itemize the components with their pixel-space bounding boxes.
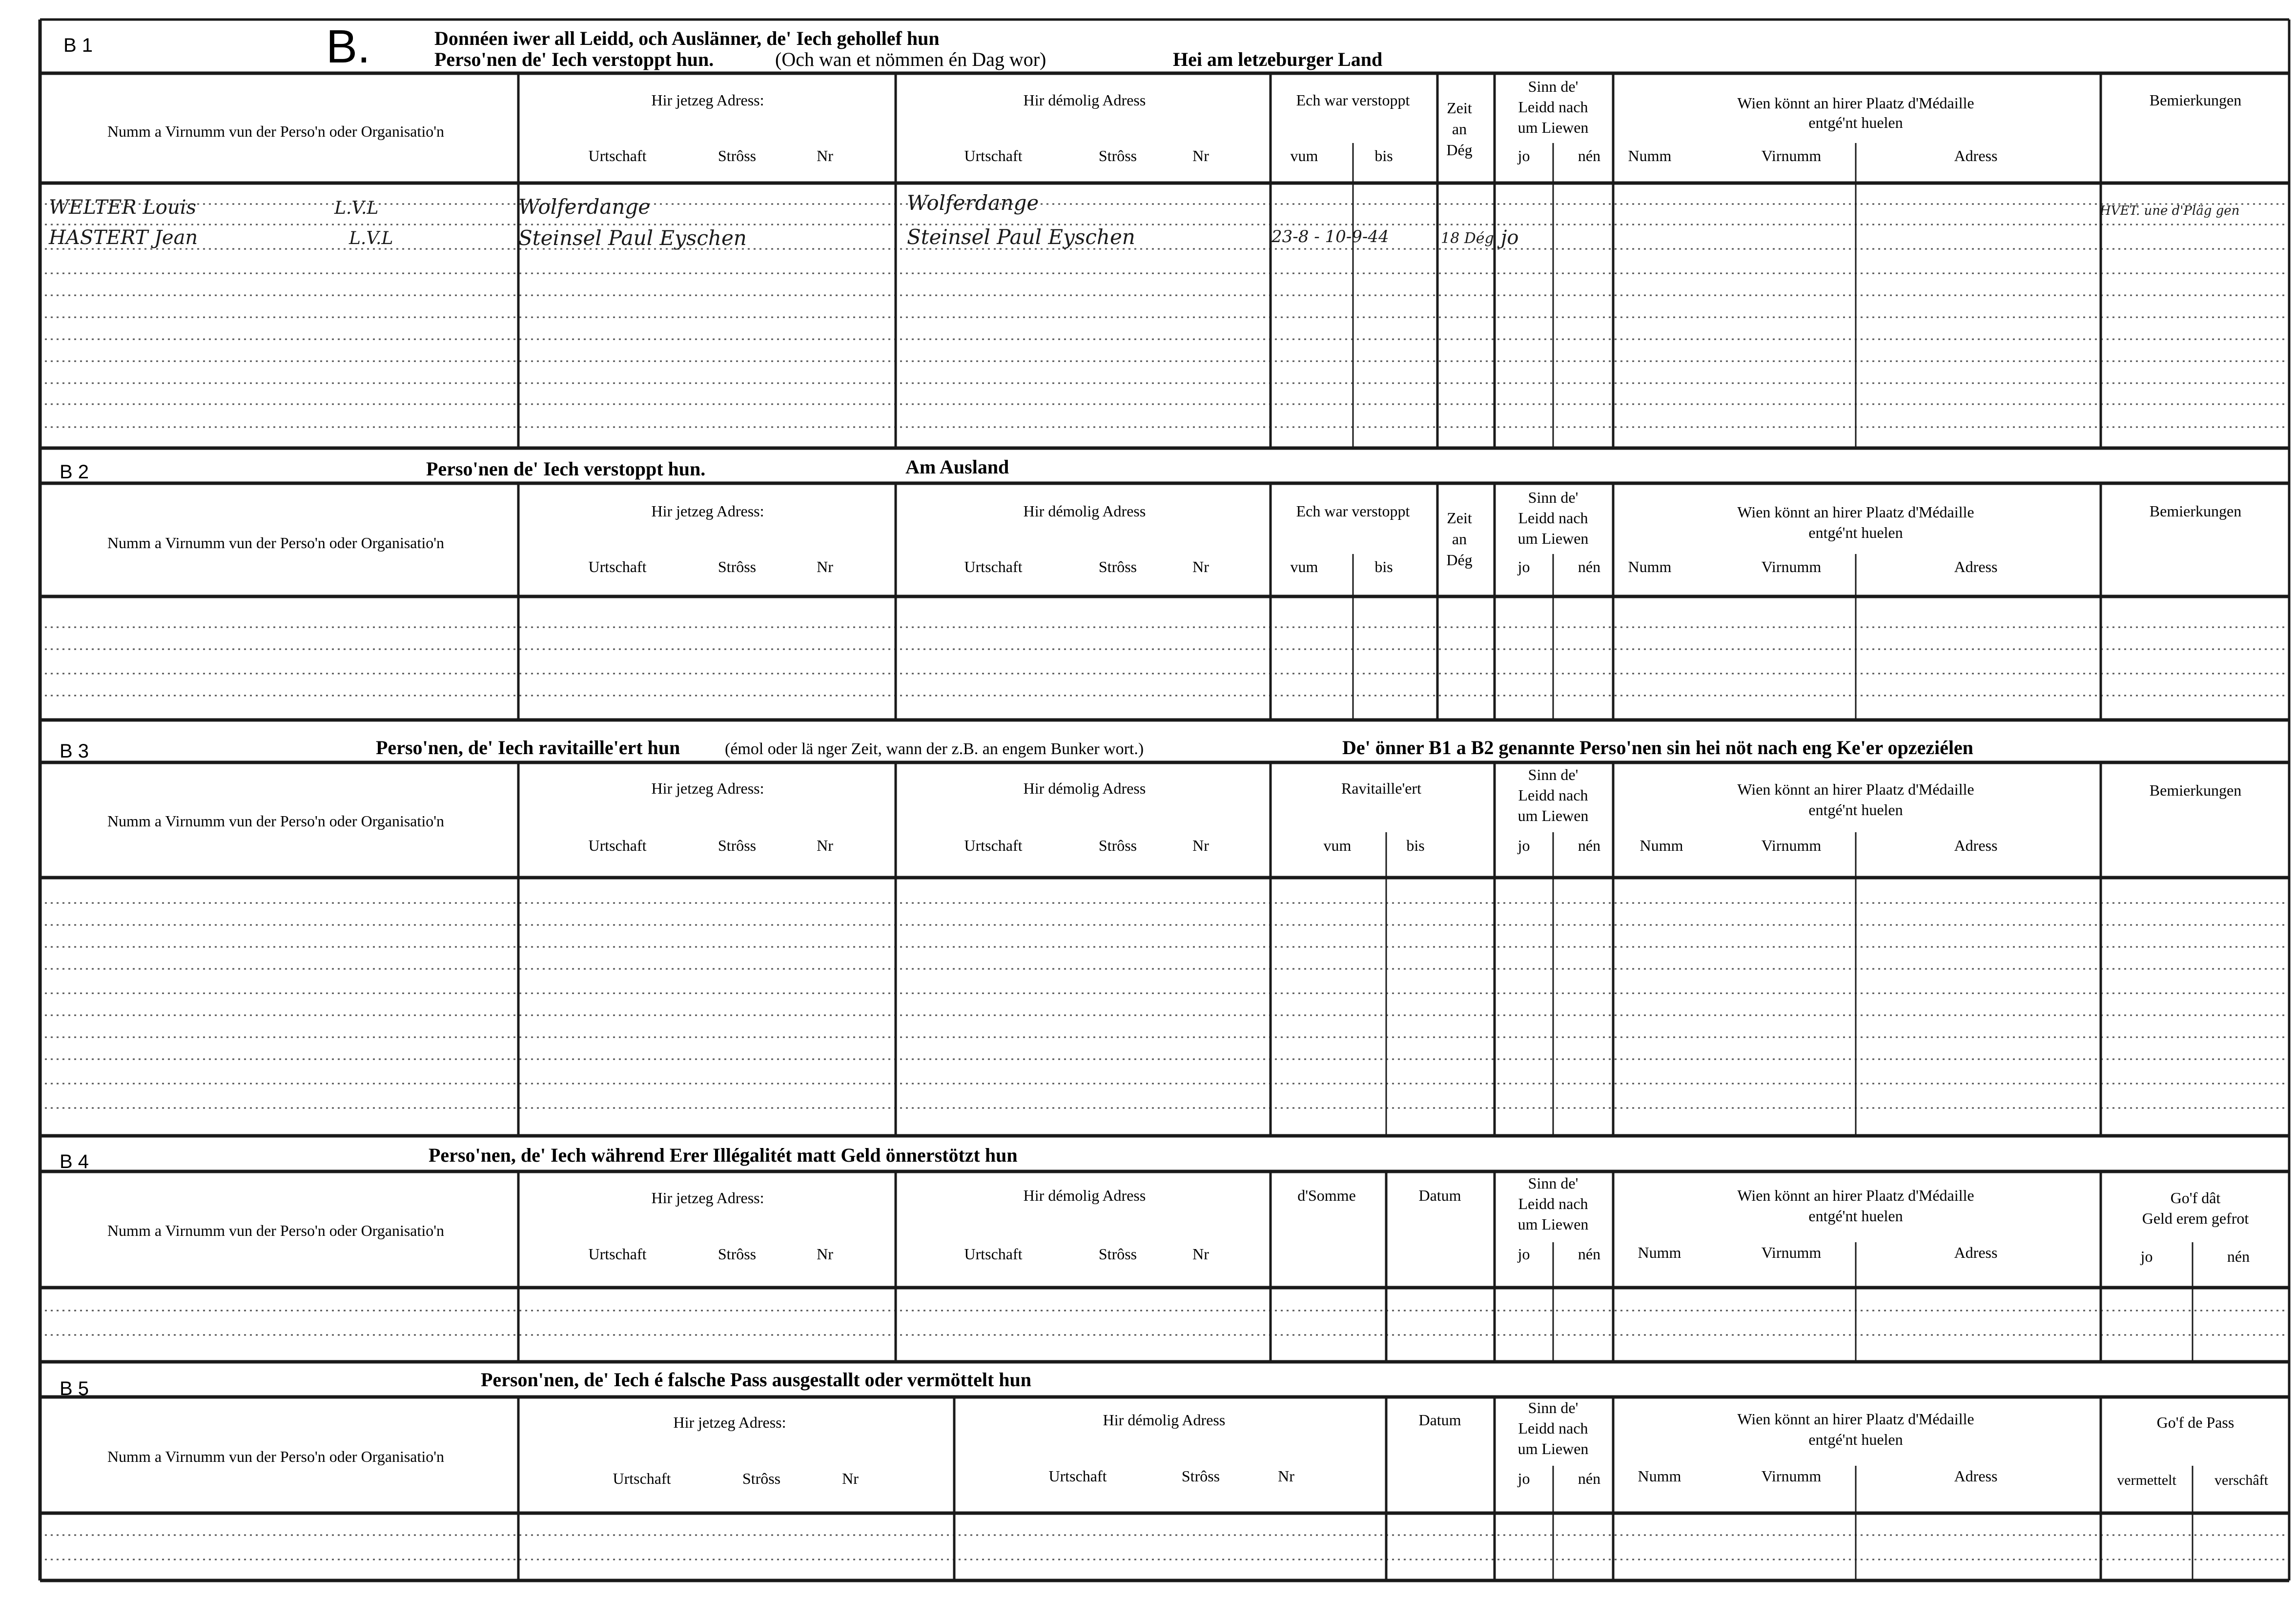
b1-current-address-header: Hir jetzeg Adress: <box>651 91 764 109</box>
b3-to-header: bis <box>1406 837 1425 854</box>
b4-medal-name-header: Numm <box>1638 1244 1681 1261</box>
b3-label: B 3 <box>60 740 89 762</box>
b4-medal-firstname-header: Virnumm <box>1761 1244 1822 1261</box>
b4-alive-header-3: um Liewen <box>1517 1215 1589 1233</box>
b1-former-address-header: Hir démolig Adress <box>1023 91 1146 109</box>
b3-former-town-header: Urtschaft <box>964 837 1023 854</box>
b5-yes-header: jo <box>1517 1470 1530 1487</box>
b1-alive-header-1: Sinn de' <box>1528 78 1578 95</box>
b5-current-street-header: Strôss <box>742 1470 781 1487</box>
b1-days-header-2: an <box>1452 120 1467 138</box>
entry-2-days: 18 Dég <box>1441 230 1494 247</box>
b2-to-header: bis <box>1374 558 1393 575</box>
b4-date-header: Datum <box>1418 1187 1461 1204</box>
b5-label: B 5 <box>60 1378 89 1399</box>
b1-days-header-3: Dég <box>1446 141 1473 159</box>
b3-alive-header-2: Leidd nach <box>1518 786 1588 804</box>
b4-yes-header: jo <box>1517 1245 1530 1263</box>
b4-amount-header: d'Somme <box>1297 1187 1356 1204</box>
b2-medal-address-header: Adress <box>1954 558 1998 575</box>
b2-current-town-header: Urtschaft <box>588 558 647 575</box>
b5-alive-header-2: Leidd nach <box>1518 1419 1588 1437</box>
b4-alive-header-1: Sinn de' <box>1528 1174 1578 1192</box>
b2-medal-header-2: entgé'nt huelen <box>1808 524 1903 541</box>
b3-current-nr-header: Nr <box>817 837 833 854</box>
entry-1-name: WELTER Louis <box>49 196 197 219</box>
b4-medal-header-2: entgé'nt huelen <box>1808 1207 1903 1225</box>
b2-remarks-header: Bemierkungen <box>2149 502 2242 520</box>
b1-current-nr-header: Nr <box>817 147 833 164</box>
b1-current-town-header: Urtschaft <box>588 147 647 164</box>
b2-current-street-header: Strôss <box>718 558 757 575</box>
b5-medal-address-header: Adress <box>1954 1467 1998 1485</box>
b1-yes-header: jo <box>1517 147 1530 164</box>
b2-alive-header-2: Leidd nach <box>1518 509 1588 527</box>
b1-days-header-1: Zeit <box>1447 99 1472 117</box>
b5-title: Person'nen, de' Iech é falsche Pass ausgestallt oder vermöttelt hun <box>481 1369 1032 1391</box>
b5-former-street-header: Strôss <box>1181 1467 1220 1485</box>
b5-current-nr-header: Nr <box>842 1470 859 1487</box>
b3-former-street-header: Strôss <box>1098 837 1137 854</box>
b1-remarks-header: Bemierkungen <box>2149 91 2242 109</box>
b1-medal-header-1: Wien könnt an hirer Plaatz d'Médaille <box>1737 94 1974 112</box>
b1-title-line2: Perso'nen de' Iech verstoppt hun. <box>434 48 714 70</box>
page-letter: B. <box>326 21 370 73</box>
b5-current-address-header: Hir jetzeg Adress: <box>673 1414 786 1431</box>
b3-current-address-header: Hir jetzeg Adress: <box>651 779 764 797</box>
b4-returned-no-header: nén <box>2227 1248 2250 1265</box>
b3-title: Perso'nen, de' Iech ravitaille'ert hun <box>376 737 680 759</box>
entry-2-org: L.V.L <box>349 228 393 248</box>
b4-current-nr-header: Nr <box>817 1245 833 1263</box>
entry-2-current: Steinsel Paul Eyschen <box>518 226 747 250</box>
b3-from-header: vum <box>1323 837 1352 854</box>
b5-pass-header: Go'f de Pass <box>2156 1414 2234 1431</box>
b1-hidden-header: Ech war verstoppt <box>1296 91 1410 109</box>
b1-medal-header-2: entgé'nt huelen <box>1808 114 1903 131</box>
b2-title-abroad: Am Ausland <box>905 456 1009 478</box>
b3-medal-firstname-header: Virnumm <box>1761 837 1822 854</box>
b3-former-nr-header: Nr <box>1192 837 1209 854</box>
b5-former-town-header: Urtschaft <box>1048 1467 1107 1485</box>
b2-medal-header-1: Wien könnt an hirer Plaatz d'Médaille <box>1737 503 1974 521</box>
b1-medal-address-header: Adress <box>1954 147 1998 164</box>
b5-former-nr-header: Nr <box>1278 1467 1294 1485</box>
b4-no-header: nén <box>1578 1245 1601 1263</box>
b5-alive-header-1: Sinn de' <box>1528 1399 1578 1416</box>
b1-name-header: Numm a Virnumm vun der Perso'n oder Organisatio'n <box>107 123 445 140</box>
b2-days-header-1: Zeit <box>1447 509 1472 527</box>
b4-label: B 4 <box>60 1151 89 1172</box>
b2-days-header-3: Dég <box>1446 551 1473 569</box>
b2-former-town-header: Urtschaft <box>964 558 1023 575</box>
b4-current-address-header: Hir jetzeg Adress: <box>651 1189 764 1207</box>
b3-medal-address-header: Adress <box>1954 837 1998 854</box>
b5-medal-header-2: entgé'nt huelen <box>1808 1431 1903 1448</box>
b3-medal-header-1: Wien könnt an hirer Plaatz d'Médaille <box>1737 780 1974 798</box>
b3-medal-name-header: Numm <box>1640 837 1683 854</box>
b3-medal-header-2: entgé'nt huelen <box>1808 801 1903 819</box>
b2-no-header: nén <box>1578 558 1601 575</box>
b4-former-street-header: Strôss <box>1098 1245 1137 1263</box>
b2-name-header: Numm a Virnumm vun der Perso'n oder Organisatio'n <box>107 534 445 552</box>
b1-title-line1: Donnéen iwer all Leidd, och Auslänner, de' Iech gehollef hun <box>434 27 940 49</box>
b4-former-nr-header: Nr <box>1192 1245 1209 1263</box>
b5-arranged-header: vermettelt <box>2117 1472 2176 1488</box>
entry-1-former-town: Wolferdange <box>907 191 1039 215</box>
b2-current-nr-header: Nr <box>817 558 833 575</box>
b5-provided-header: verschâft <box>2214 1472 2268 1488</box>
b2-alive-header-1: Sinn de' <box>1528 489 1578 506</box>
b3-alive-header-1: Sinn de' <box>1528 766 1578 783</box>
b5-medal-name-header: Numm <box>1638 1467 1681 1485</box>
b1-label: B 1 <box>63 35 93 56</box>
b1-to-header: bis <box>1374 147 1393 164</box>
b4-title: Perso'nen, de' Iech während Erer Illégalitét matt Geld önnerstötzt hun <box>429 1144 1018 1166</box>
entry-1-current-town: Wolferdange <box>518 195 651 219</box>
b5-date-header: Datum <box>1418 1411 1461 1429</box>
entry-2-period: 23-8 - 10-9-44 <box>1271 227 1389 246</box>
b5-medal-header-1: Wien könnt an hirer Plaatz d'Médaille <box>1737 1410 1974 1428</box>
b3-title-exclusion: De' önner B1 a B2 genannte Perso'nen sin hei nöt nach eng Ke'er opzeziélen <box>1342 737 1973 759</box>
b2-medal-name-header: Numm <box>1628 558 1672 575</box>
b2-yes-header: jo <box>1517 558 1530 575</box>
b1-former-town-header: Urtschaft <box>964 147 1023 164</box>
entry-1-org: L.V.L <box>334 198 379 218</box>
b2-hidden-header: Ech war verstoppt <box>1296 502 1410 520</box>
b1-former-nr-header: Nr <box>1192 147 1209 164</box>
b3-title-note: (émol oder lä nger Zeit, wann der z.B. an engem Bunker wort.) <box>725 740 1144 758</box>
b3-name-header: Numm a Virnumm vun der Perso'n oder Organisatio'n <box>107 812 445 830</box>
b5-no-header: nén <box>1578 1470 1601 1487</box>
b2-label: B 2 <box>60 461 89 483</box>
b5-former-address-header: Hir démolig Adress <box>1103 1411 1226 1429</box>
b4-former-address-header: Hir démolig Adress <box>1023 1187 1146 1204</box>
b3-current-town-header: Urtschaft <box>588 837 647 854</box>
b1-title-line3: Hei am letzeburger Land <box>1173 48 1383 70</box>
b3-former-address-header: Hir démolig Adress <box>1023 779 1146 797</box>
b4-returned-header-1: Go'f dât <box>2170 1189 2221 1207</box>
b3-alive-header-3: um Liewen <box>1517 807 1589 824</box>
b2-former-address-header: Hir démolig Adress <box>1023 502 1146 520</box>
b5-medal-firstname-header: Virnumm <box>1761 1467 1822 1485</box>
entry-1-remark: HVET. une d'Pläg gen <box>2100 204 2240 218</box>
b4-current-street-header: Strôss <box>718 1245 757 1263</box>
b5-alive-header-3: um Liewen <box>1517 1440 1589 1457</box>
b4-name-header: Numm a Virnumm vun der Perso'n oder Organisatio'n <box>107 1222 445 1239</box>
entry-2-name: HASTERT Jean <box>49 226 198 249</box>
b5-current-town-header: Urtschaft <box>613 1470 671 1487</box>
b2-title: Perso'nen de' Iech verstoppt hun. <box>426 458 706 480</box>
b2-medal-firstname-header: Virnumm <box>1761 558 1822 575</box>
b3-remarks-header: Bemierkungen <box>2149 781 2242 799</box>
b4-former-town-header: Urtschaft <box>964 1245 1023 1263</box>
b1-alive-header-3: um Liewen <box>1517 119 1589 136</box>
b3-supplied-header: Ravitaille'ert <box>1341 779 1421 797</box>
b2-current-address-header: Hir jetzeg Adress: <box>651 502 764 520</box>
b1-current-street-header: Strôss <box>718 147 757 164</box>
b2-alive-header-3: um Liewen <box>1517 530 1589 547</box>
b4-current-town-header: Urtschaft <box>588 1245 647 1263</box>
b4-alive-header-2: Leidd nach <box>1518 1195 1588 1212</box>
b3-no-header: nén <box>1578 837 1601 854</box>
b2-from-header: vum <box>1290 558 1318 575</box>
b2-days-header-2: an <box>1452 530 1467 548</box>
b3-current-street-header: Strôss <box>718 837 757 854</box>
b1-title-line2b: (Och wan et nömmen én Dag wor) <box>775 48 1046 70</box>
b3-yes-header: jo <box>1517 837 1530 854</box>
b1-medal-name-header: Numm <box>1628 147 1672 164</box>
b1-former-street-header: Strôss <box>1098 147 1137 164</box>
b1-alive-header-2: Leidd nach <box>1518 98 1588 116</box>
b2-former-nr-header: Nr <box>1192 558 1209 575</box>
b4-medal-address-header: Adress <box>1954 1244 1998 1261</box>
b4-returned-yes-header: jo <box>2140 1248 2153 1265</box>
b4-returned-header-2: Geld erem gefrot <box>2142 1210 2249 1227</box>
b1-from-header: vum <box>1290 147 1318 164</box>
entry-2-alive-yes: jo <box>1501 226 1519 249</box>
b1-no-header: nén <box>1578 147 1601 164</box>
entry-2-former: Steinsel Paul Eyschen <box>907 225 1135 249</box>
b4-medal-header-1: Wien könnt an hirer Plaatz d'Médaille <box>1737 1187 1974 1204</box>
b1-medal-firstname-header: Virnumm <box>1761 147 1822 164</box>
b5-name-header: Numm a Virnumm vun der Perso'n oder Organisatio'n <box>107 1448 445 1465</box>
b2-former-street-header: Strôss <box>1098 558 1137 575</box>
